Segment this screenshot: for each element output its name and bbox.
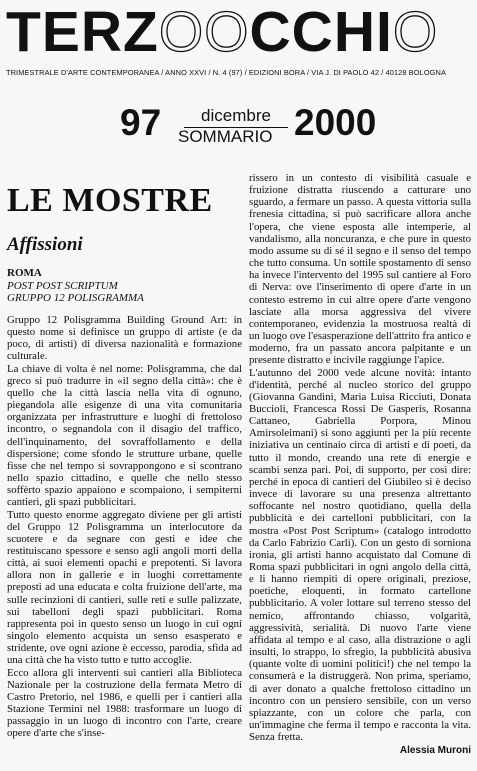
issue-header: [120, 100, 460, 150]
masthead-part: CCHI: [249, 0, 393, 64]
issue-month: dicembre: [201, 106, 271, 125]
issue-year: 2000: [294, 102, 377, 143]
paragraph: L'autunno del 2000 vede alcune novità: intanto d'identità, perché al nucleo storico del gruppo (Giovanna Gandini, Maria Luisa Ricciuti, Donata Buccioli, Francesca Rossi De Gasperis, Rosanna Cattaneo, Gabriella Porpora, Minou Amirsoleimani) si sono aggiunti per la più recente iniziativa un centinaio circa di artisti e di poeti, da tutto il mondo, creando una rete di energie e scambi senza pari. Poi, di supporto, per così dire: perché in epoca di cantieri del Giubileo si è deciso invece di lavorare su una presenza altrettanto soffocante nel nostro quotidiano, quella della pubblicità e dei cartelloni pubblicitari, con la mostra «Post Post Scriptum» (catalogo introdotto da Carlo Fabrizio Carli). Con un gesto di sorniona ironia, gli artisti hanno acquistato dal Comune di Roma spazi pubblicitari in ogni angolo della città, e li hanno riempiti di opere originali, preziose, poetiche, eloquenti, in formato cartellone pubblicitario. A voler lottare sul terreno stesso del nemico, affrontando chiasso, volgarità, aggressività, serialità. Di nuovo l'arte viene affidata al tempo e al caso, alla distrazione o agli insulti, lo strappo, lo sfregio, la pubblicità abusiva (quante volte di uomini politici!) che nel tempo la consumerà e la distruggerà. Non prima, speriamo, di aver donato a qualche frettoloso cittadino un incontro con un pensiero sensibile, con un verso spiazzante, con un colore che parla, con un'immagine che ferma il tempo e racconta la vita. Senza fretta.: [249, 366, 471, 744]
article-right-column: [249, 172, 471, 756]
article-subtitle: Affissioni: [7, 234, 83, 255]
article-left-column: [7, 182, 242, 739]
masthead-logo: [6, 2, 474, 62]
masthead-part: O: [392, 0, 439, 64]
paragraph: Ecco allora gli interventi sui cantieri alla Biblioteca Nazionale per la costruzione della fermata Metro di Castro Pretorio, nel 1986, e quelli per i cantieri alla Stazione Termini nel 1988: trasformare un luogo di passaggio in un luogo di incontro con l'arte, creare opere d'arte che s'inse-: [7, 666, 242, 740]
section-title: LE MOSTRE: [7, 182, 213, 219]
issue-number: 97: [120, 102, 162, 143]
article-body-right: [249, 172, 471, 743]
article-credit: GRUPPO 12 POLISGRAMMA: [7, 292, 144, 304]
article-credit: POST POST SCRIPTUM: [7, 280, 118, 292]
masthead-part: OO: [158, 0, 250, 64]
paragraph: Gruppo 12 Polisgramma Building Ground Art: in questo nome si definisce un gruppo di artiste (e da poco, di artisti) di diversa nazionalità e formazione culturale.: [7, 314, 242, 363]
article-body-left: [7, 314, 242, 739]
author-signature: Alessia Muroni: [399, 745, 471, 757]
paragraph: La chiave di volta è nel nome: Polisgramma, che dal greco si può tradurre in «il segno della città»: che è quello che la città lascia nella vita di ognuno, piegandola alle esigenze di una vita comunitaria organizzata per infrastrutture e luoghi di frettoloso incontro, o segnandola con il disagio del traffico, dell'inquinamento, del sovraffollamento e della dispersione; come sfondo le strutture urbane, quelle fisse che nel tempo si sovrappongono e si scontrano nello spazio cittadino, e quelle che nello stesso soffèrto spazio appaiono e scompaiono, i sempiterni cantieri, gli spazi pubblicitari.: [7, 362, 242, 509]
paragraph: Tutto questo enorme aggregato diviene per gli artisti del Gruppo 12 Polisgramma un interlocutore da scuotere e da segnare con gesti e idee che restituiscano spessore e senso agli angoli morti della città, ai suoi elementi opachi e prepotenti. Si lavora allora non in gallerie e in luoghi correttamente preposti ad una educata e colta fruizione dell'arte, ma sulle recinzioni di cantieri, sulle reti e sulle palizzate, sui tabelloni degli spazi pubblicitari. Roma rappresenta poi in questo senso un luogo in cui ogni singolo elemento acquista un senso esasperato e stridente, ove ogni azione è eccesso, parodia, sfida ad una città che ha visto tutto e tutto accoglie.: [7, 508, 242, 667]
issue-summary-label: SOMMARIO: [178, 127, 273, 146]
paragraph: rissero in un contesto di visibilità casuale e fruizione distratta riuscendo a catturare uno sguardo, a fermare un passo. A questa vittoria sulla frenesia cittadina, si può sacrificare allora anche l'opera, che viene esposta alle intemperie, al vandalismo, alla noncuranza, e che pure in questo modo assume su di sé il segno e il senso del tempo che tutto consuma. Un sottile spostamento di senso ha invece l'intervento del 1995 sul cantiere al Foro di Nerva: ove l'inserimento di opere d'arte in un contesto estremo in cui altre opere d'arte vengono lasciate alla morsa aggressiva del vivere contemporaneo, evidenzia la mostruosa realtà di un luogo ove l'esasperazione dell'attrito fra antico e moderno, fra un passato ancora palpitante e un presente distratto e incivile raggiunge l'apice.: [249, 172, 471, 367]
masthead-part: TERZ: [6, 0, 159, 64]
article-place: ROMA: [7, 267, 42, 279]
publication-info: TRIMESTRALE D'ARTE CONTEMPORANEA / ANNO XXVI / N. 4 (97) / EDIZIONI BORA / VIA J. DI PAOLO 42 / 40128 BOLOGNA: [6, 68, 446, 77]
